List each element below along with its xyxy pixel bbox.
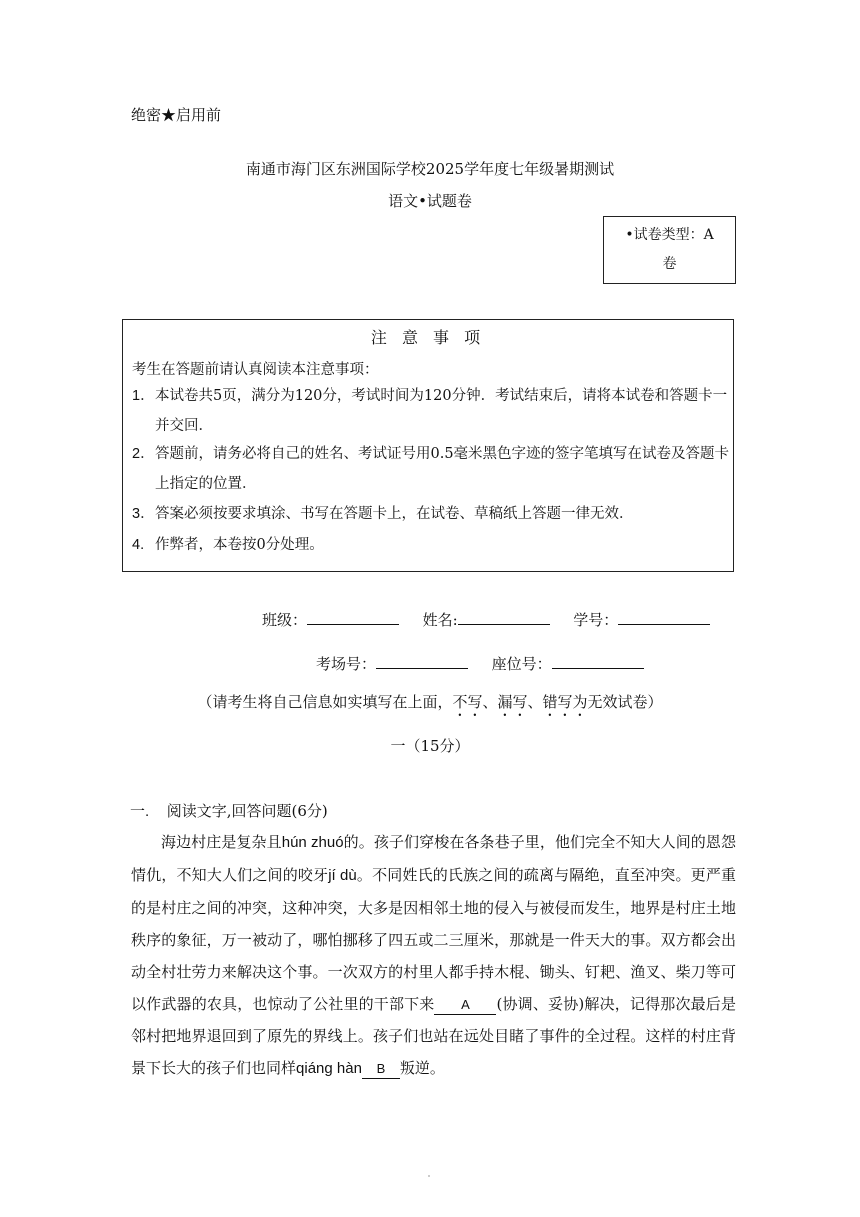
notice-title: 注 意 事 项 xyxy=(370,328,486,347)
school-title: 南通市海门区东洲国际学校2025学年度七年级暑期测试 xyxy=(245,160,615,178)
subject-title: 语文•试题卷 xyxy=(388,192,472,210)
pinyin-hunzhuo: hún zhuó xyxy=(281,834,344,851)
pinyin-jidu: jí dù xyxy=(328,867,357,884)
passage-text: 的。孩子们穿梭在各条巷子里，他们完全不知大人间的恩怨情仇，不知大人们之间的咬牙 xyxy=(131,833,736,884)
warning-before: （请考生将自己信息如实填写在上面， xyxy=(197,693,453,711)
passage-text: 海边村庄是复杂且 xyxy=(161,833,282,851)
notice-item-text: 答题前，请务必将自己的姓名、考试证号用0.5毫米黑色字迹的签字笔填写在试卷及答题卡上指定的位置． xyxy=(155,446,730,492)
class-field[interactable] xyxy=(307,608,399,625)
student-id-field[interactable] xyxy=(618,608,710,625)
page-mark xyxy=(428,1175,430,1177)
passage-text: 。不同姓氏的氏族之间的疏离与隔绝，直至冲突。更严重的是村庄之间的冲突，这种冲突，大多是因相邻土地的侵入与被侵而发生，地界是村庄土地秩序的象征，万一被动了，哪怕挪移了四五或二三厘米，那就是一件天大的事。双方都会出动全村壮劳力来解决这个事。一次双方的村里人都手持木棍、锄头、钉耙、渔叉、柴刀等可以作武器的农具，也惊动了公社里的干部下来 xyxy=(131,866,736,1013)
blank-b[interactable]: B xyxy=(362,1060,400,1079)
notice-item-text: 本试卷共5页，满分为120分，考试时间为120分钟．考试结束后，请将本试卷和答题卡一并交回． xyxy=(155,388,728,434)
section-title: 一（15分） xyxy=(390,737,470,755)
notice-item-number: 4. xyxy=(132,537,145,553)
name-label: 姓名: xyxy=(422,611,458,629)
warning-emphasis: 不写、漏写、错写为 xyxy=(452,693,588,711)
pinyin-qianghan: qiáng hàn xyxy=(296,1060,362,1077)
seat-field[interactable] xyxy=(552,652,644,669)
room-field[interactable] xyxy=(376,652,468,669)
notice-intro: 考生在答题前请认真阅读本注意事项： xyxy=(132,362,379,378)
name-field[interactable] xyxy=(458,608,550,625)
seat-label: 座位号： xyxy=(491,655,552,673)
paper-type-line2: 卷 xyxy=(662,256,677,272)
question-number: 一. xyxy=(130,803,150,820)
student-id-label: 学号： xyxy=(573,611,619,629)
notice-item-text: 作弊者，本卷按0分处理。 xyxy=(155,537,324,553)
secret-label: 绝密★启用前 xyxy=(131,106,222,124)
question-heading-text: 阅读文字,回答问题(6分) xyxy=(166,802,328,820)
notice-item-text: 答案必须按要求填涂、书写在答题卡上，在试卷、草稿纸上答题一律无效． xyxy=(155,506,634,522)
passage-text: 叛逆。 xyxy=(399,1059,445,1077)
class-label: 班级： xyxy=(262,611,308,629)
passage-text: (协调、妥协)解决，记得那次最后是邻村把地界退回到了原先的界线上。孩子们也站在远处目睹了事件的全过程。这样的村庄背景下长大的孩子们也同样 xyxy=(131,995,736,1077)
notice-item-number: 2． xyxy=(132,446,155,462)
blank-a[interactable]: A xyxy=(434,996,496,1015)
notice-item-number: 3． xyxy=(132,506,155,522)
info-warning xyxy=(0,691,860,720)
info-row-2 xyxy=(316,652,644,674)
question-heading xyxy=(130,800,328,821)
paper-type-line1: •试卷类型：A xyxy=(625,227,714,243)
notice-box xyxy=(122,319,734,572)
info-row-1 xyxy=(262,608,710,630)
room-label: 考场号： xyxy=(316,655,377,673)
paper-type-box xyxy=(603,216,736,284)
warning-after: 无效试卷） xyxy=(587,693,663,711)
notice-item-number: 1． xyxy=(132,388,155,404)
reading-passage xyxy=(131,826,736,1085)
